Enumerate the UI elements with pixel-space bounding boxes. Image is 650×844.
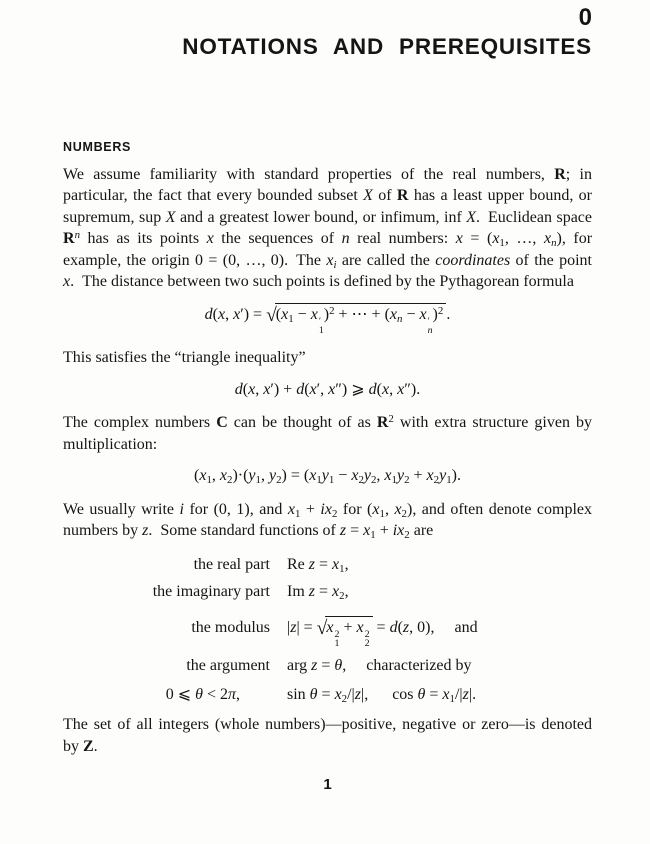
formula-triangle-inequality: d(x, x′) + d(x′, x″) ⩾ d(x, x″). <box>234 380 421 398</box>
function-label-imaginary-part: the imaginary part <box>152 582 270 600</box>
formula-complex-product: (x1, x2)·(y1, y2) = (x1y1 − x2y2, x1y2 + x2y1). <box>194 467 461 487</box>
paragraph-real-numbers: We assume familiarity with standard properties of the real numbers, R; in particular, the fact that every bounded subset X of R has a least upper bound, or supremum, sup X and a greatest lower bound, or infimum, inf X. Euclidean space $R^n$ has as its points x the sequences of n real numbers: x = (x1, …, xn), for example, the origin 0 = (0, …, 0). The xi are called the coordinates of the point x. The distance between two such points is defined by the Pythagorean formula <box>63 165 593 291</box>
function-formula-imaginary-part: Im z = x2, <box>287 582 349 602</box>
chapter-number: 0 <box>578 4 592 31</box>
function-row-theta-range <box>63 684 592 704</box>
paragraph-complex-numbers: The complex numbers C can be thought of as $R^2$ with extra structure given by multiplication: <box>63 412 592 453</box>
function-row-imaginary-part <box>63 583 592 601</box>
function-label-modulus: the modulus <box>191 618 270 636</box>
function-row-modulus <box>63 616 592 648</box>
function-row-argument <box>63 657 592 675</box>
paragraph-standard-functions: We usually write i for (0, 1), and x1 + ix2 for (x1, x2), and often denote complex numbers by z. Some standard functions of z = x1 + ix2 are <box>63 500 593 542</box>
paragraph-integers: The set of all integers (whole numbers)—positive, negative or zero—is denoted by Z. <box>63 716 592 755</box>
section-heading-numbers: NUMBERS <box>63 139 132 154</box>
formula-distance: d(x, x′) = √(x1 − x ′ 1 )$^2$ + ⋯ + (xn − x ′ n )$^2$ . <box>204 304 451 337</box>
page-title: NOTATIONS AND PREREQUISITES <box>182 34 592 59</box>
page-number: 1 <box>323 776 332 794</box>
theta-range-condition: 0 ⩽ θ < 2π, <box>165 686 240 704</box>
function-row-real-part <box>63 556 592 574</box>
standard-functions-list <box>63 556 592 704</box>
function-label-real-part: the real part <box>193 555 270 573</box>
function-label-argument: the argument <box>186 657 270 675</box>
function-formula-real-part: Re z = x1, <box>287 555 349 575</box>
sin-cos-formulas: sin θ = x2/|z|, cos θ = x1/|z|. <box>287 686 477 706</box>
page-header <box>63 6 592 60</box>
paragraph-triangle-intro: This satisfies the “triangle inequality” <box>63 349 306 367</box>
function-formula-argument: arg z = θ, characterized by <box>287 657 472 675</box>
function-formula-modulus: |z| = √x 2 1 + x 2 2 = d(z, 0), and <box>287 617 478 649</box>
